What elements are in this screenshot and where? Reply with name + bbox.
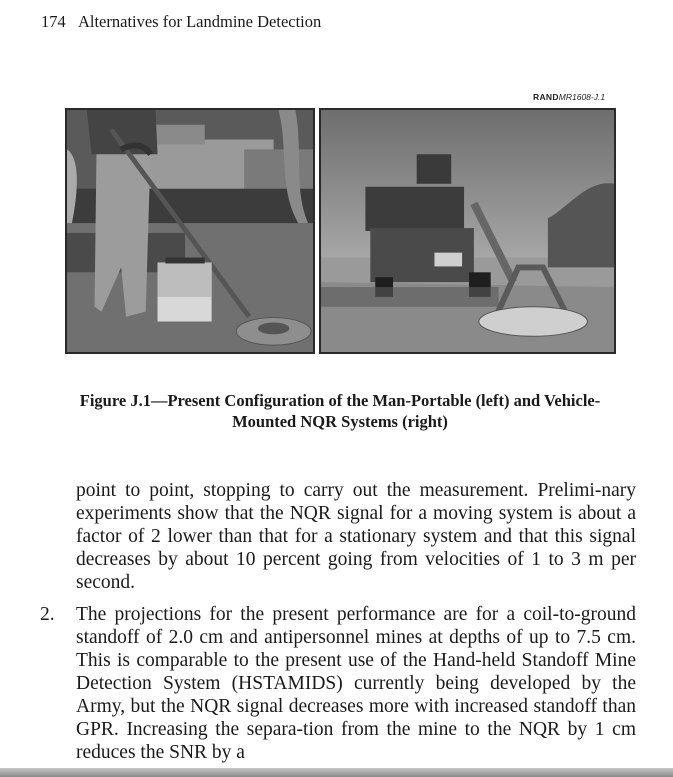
page-number: 174 [41,12,66,31]
list-item-paragraph: The projections for the present performance are for a coil-to-ground standoff of 2.0 cm and antipersonnel mines at depths of up to 7.5 cm. This is comparable to the present use of the Hand-held Standoff Mine Detection System (HSTAMIDS) currently being developed by the Army, but the NQR signal decreases more with increased standoff than GPR. Increasing the separa-tion from the mine to the NQR by 1 cm reduces the SNR by a [76,604,636,763]
list-item-number: 2. [40,604,55,625]
photo-vehicle-mounted [319,108,616,354]
viewer-bottom-scrollbar[interactable] [0,768,673,777]
figure-id-suffix: MR1608-J.1 [558,92,606,102]
photo-man-portable [65,108,315,354]
man-portable-illustration [67,110,313,352]
figure-id-prefix: RAND [533,92,559,102]
figure-caption [40,390,640,432]
caption-line-2: Mounted NQR Systems (right) [232,412,448,431]
running-head [41,12,321,32]
figure-id [533,92,605,102]
running-title: Alternatives for Landmine Detection [77,12,322,31]
paragraph-continuation: point to point, stopping to carry out the measurement. Prelimi-nary experiments show that the NQR signal for a moving system is about a factor of 2 lower than that for a stationary system and that this signal decreases by about 10 percent going from velocities of 1 to 3 m per second. [76,480,636,593]
caption-line-1: Figure J.1—Present Configuration of the Man-Portable (left) and Vehicle- [79,391,601,410]
vehicle-mounted-illustration [321,110,614,352]
